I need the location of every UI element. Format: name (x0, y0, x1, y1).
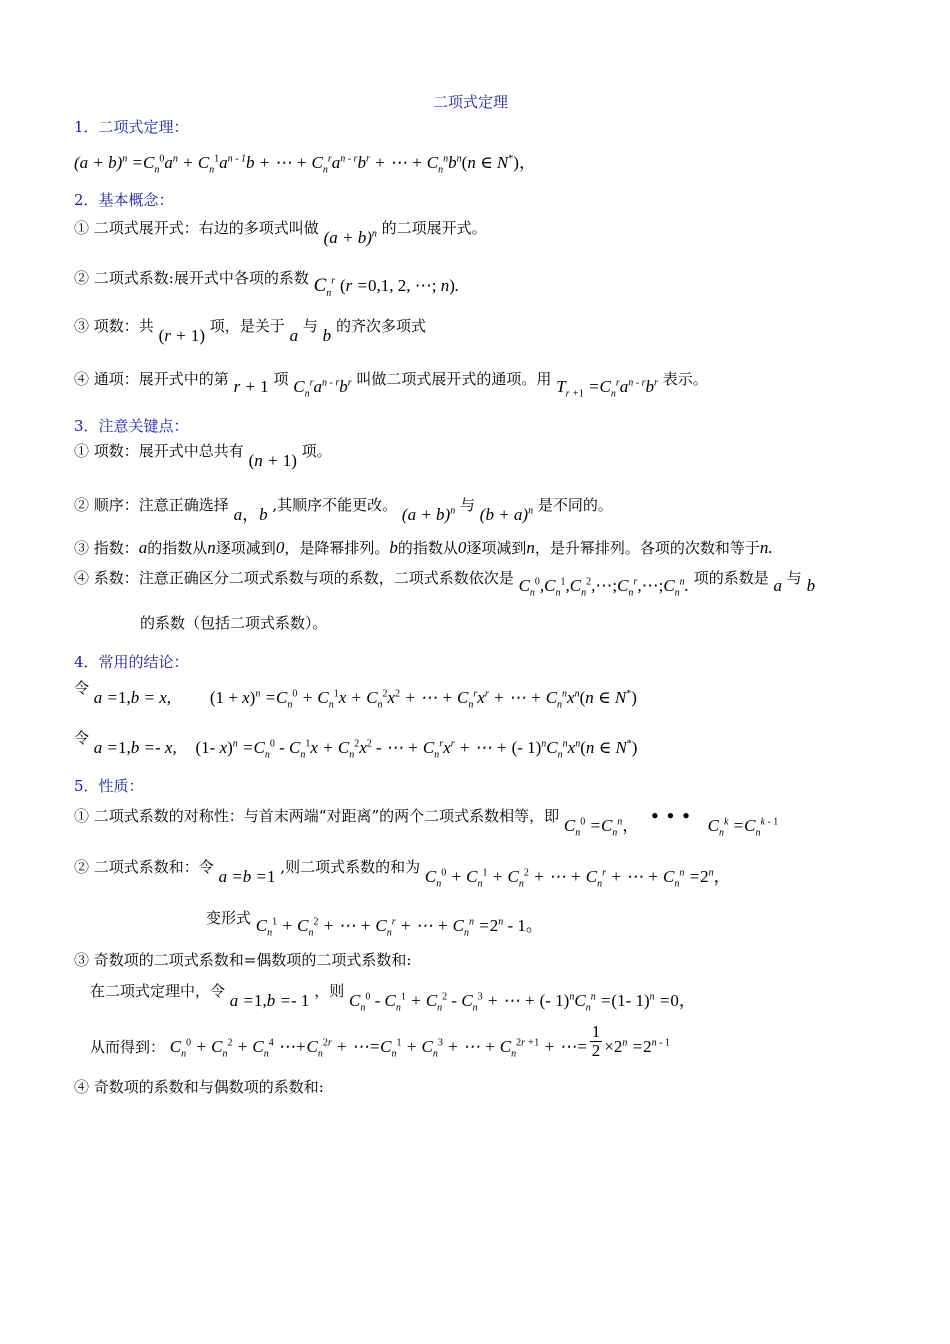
key-coefficient: ④ 系数：注意正确区分二项式系数与项的系数，二项式系数依次是 $C_n^0,C_n^1,C_n^2,\cdots;C_n^r,\cdots;C_n^n$. 项的系数是 a 与 b (74, 569, 816, 599)
property-sum: ② 二项式系数和：令 a =b =1 ,则二项式系数的和为 $C_n^0 + C_n^1 + C_n^2$ + ⋯ + $C_n^r$ + ⋯ + $C_n^n =2^n$， (74, 858, 731, 890)
key-term-count: ① 项数：展开式中总共有 (n + 1) 项。 (74, 442, 332, 470)
key-exponent: ③ 指数：a的指数从n逐项减到0，是降幂排列。b的指数从0逐项减到n，是升幂排列。各项的次数和等于n. (74, 538, 773, 557)
conclusion-1-ling: 令 (74, 679, 90, 697)
concept-expansion: ① 二项式展开式：右边的多项式叫做 $(a + b)^n$ 的二项展开式。 (74, 219, 487, 247)
conclusion-2-ling: 令 (74, 729, 90, 747)
conclusion-1: 令 a =1,b = x, $(1 + x)^n =C_n^0 + C_n^1x + C_n^2x^2$ + ⋯ + $C_n^rx^r$ + ⋯ + $C_n^nx^n(n$ ∈ N*) (74, 679, 637, 711)
concept-general-term: ④ 通项：展开式中的第 r + 1 项 $C_n^ra^{n - r}b^r$ 叫做二项式展开式的通项。用 $T_{r +1} =C_n^ra^{n - r}b^r$ 表示。 (74, 370, 708, 400)
key-order: ② 顺序：注意正确选择 a，b ,其顺序不能更改。 $(a + b)^n$ 与 $(b + a)^n$ 是不同的。 (74, 496, 613, 524)
property-odd-even-coefficient: ④ 奇数项的系数和与偶数项的系数和: (74, 1078, 324, 1096)
property-odd-even: ③ 奇数项的二项式系数和=偶数项的二项式系数和: (74, 951, 412, 969)
key-exponent-g: ，是升幂排列。各项的次数和等于 (534, 539, 760, 557)
concept-expansion-tail: 的二项展开式。 (381, 219, 487, 237)
section-2-heading: 2．基本概念： (74, 191, 174, 209)
property-symmetry-label: ① 二项式系数的对称性：与首末两端“对距离”的两个二项式系数相等，即 (74, 807, 560, 825)
binomial-theorem-formula: $(a + b)^n =C_n^0a^n + C_n^1a^{n - 1}b$ + ⋯ + $C_n^ra^{n - r}b^r$ + ⋯ + $C_n^nb^n(n$ ∈ N*)， (74, 153, 536, 176)
key-order-tail: 是不同的。 (537, 496, 613, 514)
key-order-label: ② 顺序：注意正确选择 (74, 496, 229, 514)
key-exponent-d: ，是降幂排列。 (284, 539, 390, 557)
section-5-heading: 5．性质： (74, 777, 144, 795)
key-term-count-tail: 项。 (301, 442, 332, 460)
concept-general-term-mid: 项 (273, 370, 289, 388)
concept-general-term-tail: 表示。 (662, 370, 708, 388)
key-coefficient-mid: 项的系数是 (693, 569, 769, 587)
concept-coefficient: ② 二项式系数:展开式中各项的系数 $C_n^r$ (r =0,1, 2, ⋯; n). (74, 269, 460, 299)
key-term-count-label: ① 项数：展开式中总共有 (74, 442, 244, 460)
key-order-mid: ,其顺序不能更改。 (272, 496, 398, 514)
property-odd-even-ze: ，则 (314, 982, 345, 1000)
property-sum-variant-label: 变形式 (206, 909, 252, 927)
section-1-heading: 1．二项式定理： (74, 118, 189, 136)
property-odd-even-line3: 从而得到： $C_n^0 + C_n^2 + C_n^4$ $\cdots+C_n^{2r}$ + $\cdots=C_n^1 + C_n^3$ + ⋯ + $C_n^{2r +1}$ + ⋯= $\frac{1}{2}$ $\times 2^n =2^{n - 1}$ (90, 1021, 670, 1060)
concept-term-count-mid: 项，是关于 (209, 317, 285, 335)
property-odd-even-line2: 在二项式定理中，令 a =1,b =- 1 ，则 $C_n^0 - C_n^1 + C_n^2 - C_n^3$ + ⋯ + (- $1)^nC_n^n =(1-$ 1)$^n$ =0， (90, 982, 696, 1014)
key-exponent-f: 逐项减到 (466, 539, 527, 557)
key-coefficient-and: 与 (786, 569, 802, 587)
key-exponent-c: 逐项减到 (215, 539, 276, 557)
concept-term-count-tail: 的齐次多项式 (335, 317, 426, 335)
section-4-heading: 4．常用的结论： (74, 653, 189, 671)
concept-general-term-mid2: 叫做二项式展开式的通项。用 (356, 370, 552, 388)
key-exponent-b: 的指数从 (147, 539, 208, 557)
page-title: 二项式定理 (433, 93, 509, 111)
conclusion-2: 令 a =1,b =- x, (1- $x)^n =C_n^0 - C_n^1x + C_n^2x^2$ - ⋯ + $C_n^rx^r$ + ⋯ + (- $1)^nC_n^nx^n(n$ ∈ N*) (74, 729, 638, 761)
property-sum-mid: ,则二项式系数的和为 (280, 858, 421, 876)
property-symmetry: ① 二项式系数的对称性：与首末两端“对距离”的两个二项式系数相等，即 $C_n^0 =C_n^n$， ••• $C_n^k =C_n^{k - 1}$ (74, 807, 779, 839)
concept-term-count-and: 与 (302, 317, 318, 335)
key-coefficient-label: ④ 系数：注意正确区分二项式系数与项的系数，二项式系数依次是 (74, 569, 514, 587)
concept-general-term-label: ④ 通项：展开式中的第 (74, 370, 229, 388)
key-exponent-label: ③ 指数： (74, 539, 139, 557)
key-exponent-e: 的指数从 (397, 539, 458, 557)
property-sum-label: ② 二项式系数和：令 (74, 858, 214, 876)
concept-term-count-label: ③ 项数：共 (74, 317, 154, 335)
property-sum-variant: 变形式 $C_n^1 + C_n^2$ + ⋯ + $C_n^r$ + ⋯ + $C_n^n =2^n - 1$。 (206, 909, 543, 939)
key-coefficient-line2: 的系数（包括二项式系数）。 (140, 614, 328, 632)
property-odd-even-line3-text: 从而得到： (90, 1038, 166, 1056)
section-3-heading: 3．注意关键点： (74, 417, 189, 435)
concept-expansion-label: ① 二项式展开式：右边的多项式叫做 (74, 219, 319, 237)
concept-coefficient-label: ② 二项式系数:展开式中各项的系数 (74, 269, 309, 287)
key-order-and: 与 (459, 496, 475, 514)
property-odd-even-line2-text: 在二项式定理中，令 (90, 982, 226, 1000)
concept-term-count: ③ 项数：共 (r + 1) 项，是关于 a 与 b 的齐次多项式 (74, 317, 426, 345)
